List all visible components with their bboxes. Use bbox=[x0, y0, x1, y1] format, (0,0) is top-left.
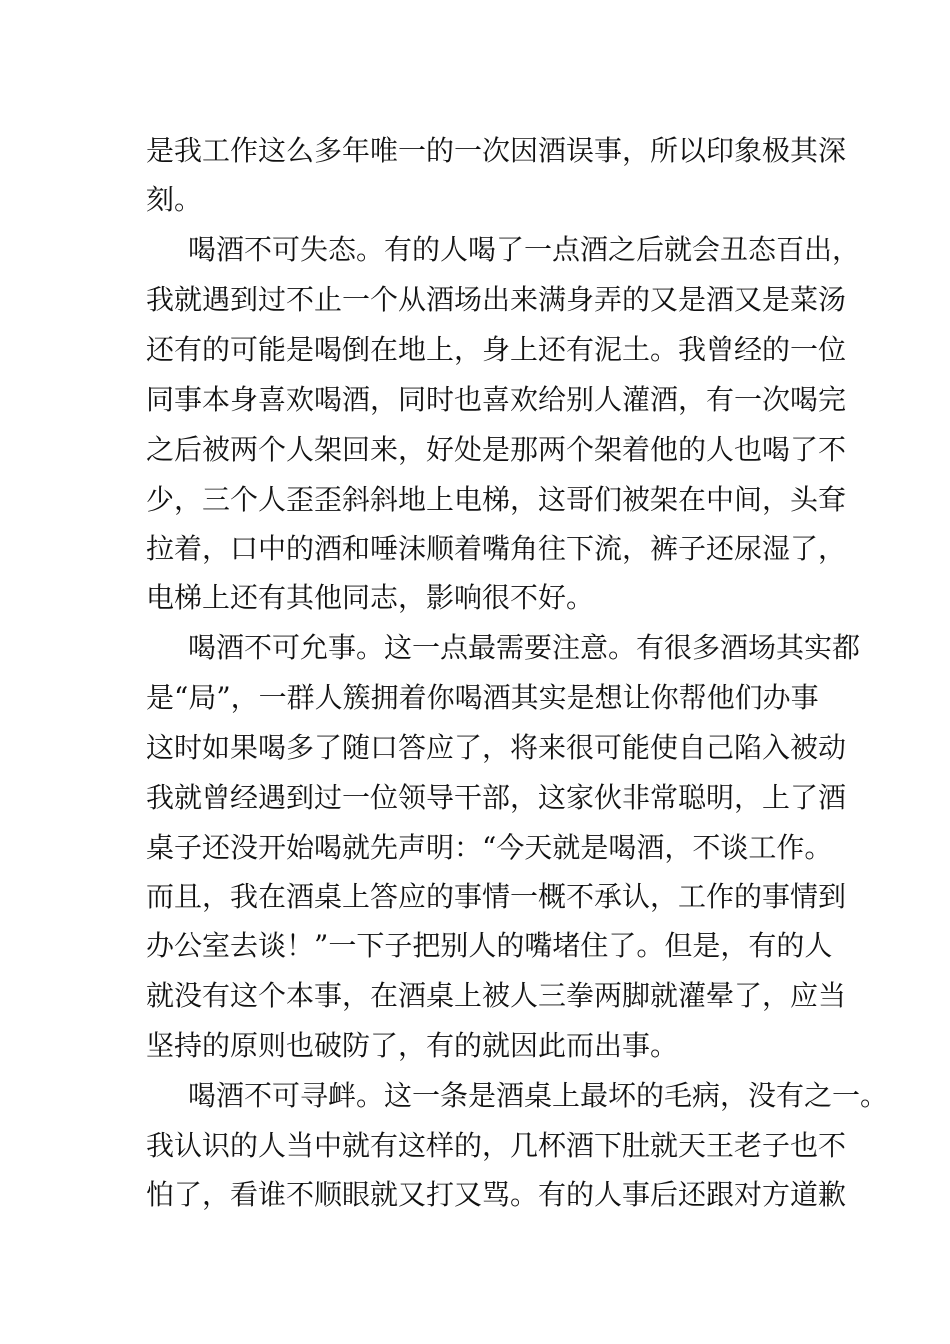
paragraph-start-line: 喝酒不可允事。这一点最需要注意。有很多酒场其实都 bbox=[188, 631, 861, 664]
text-line: 还有的可能是喝倒在地上，身上还有泥土。我曾经的一位 bbox=[146, 333, 847, 366]
text-line: 我就曾经遇到过一位领导干部，这家伙非常聪明，上了酒 bbox=[146, 781, 847, 814]
text-line: 电梯上还有其他同志，影响很不好。 bbox=[146, 581, 595, 614]
text-line: 办公室去谈！”一下子把别人的嘴堵住了。但是，有的人 bbox=[146, 929, 833, 962]
text-line: 就没有这个本事，在酒桌上被人三拳两脚就灌晕了，应当 bbox=[146, 979, 847, 1012]
paragraph-start-line: 喝酒不可寻衅。这一条是酒桌上最坏的毛病，没有之一。 bbox=[188, 1079, 889, 1112]
text-line: 这时如果喝多了随口答应了，将来很可能使自己陷入被动 bbox=[146, 731, 847, 764]
text-line: 少，三个人歪歪斜斜地上电梯，这哥们被架在中间，头耷 bbox=[146, 483, 847, 516]
text-line: 同事本身喜欢喝酒，同时也喜欢给别人灌酒，有一次喝完 bbox=[146, 383, 847, 416]
text-line: 而且，我在酒桌上答应的事情一概不承认，工作的事情到 bbox=[146, 880, 847, 913]
text-line: 坚持的原则也破防了，有的就因此而出事。 bbox=[146, 1029, 679, 1062]
text-line: 是“局”，一群人簇拥着你喝酒其实是想让你帮他们办事 bbox=[146, 681, 819, 714]
text-line: 刻。 bbox=[146, 183, 203, 216]
text-line: 是我工作这么多年唯一的一次因酒误事，所以印象极其深 bbox=[146, 134, 847, 167]
text-line: 桌子还没开始喝就先声明：“今天就是喝酒，不谈工作。 bbox=[146, 831, 833, 864]
text-line: 之后被两个人架回来，好处是那两个架着他的人也喝了不 bbox=[146, 433, 847, 466]
text-line: 我就遇到过不止一个从酒场出来满身弄的又是酒又是菜汤 bbox=[146, 283, 847, 316]
text-line: 拉着，口中的酒和唾沫顺着嘴角往下流，裤子还尿湿了， bbox=[146, 532, 847, 565]
text-line: 我认识的人当中就有这样的，几杯酒下肚就天王老子也不 bbox=[146, 1129, 847, 1162]
text-line: 怕了，看谁不顺眼就又打又骂。有的人事后还跟对方道歉 bbox=[146, 1178, 847, 1211]
paragraph-start-line: 喝酒不可失态。有的人喝了一点酒之后就会丑态百出， bbox=[188, 233, 861, 266]
